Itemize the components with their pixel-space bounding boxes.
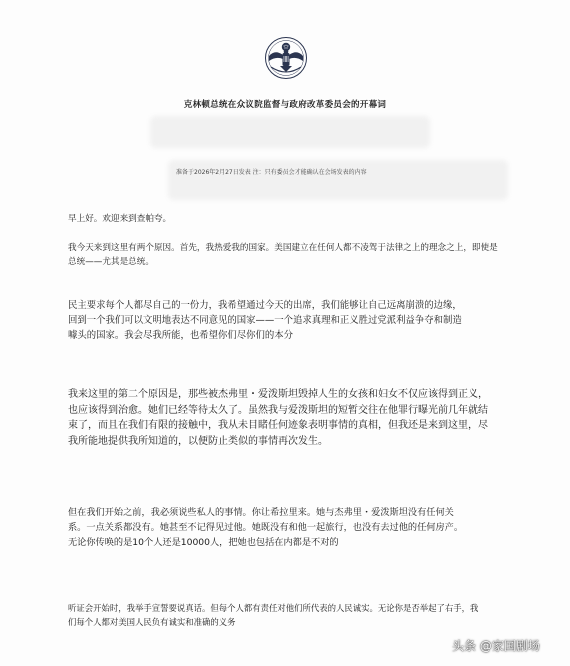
paragraph-first-reason: 我今天来到这里有两个原因。首先，我热爱我的国家。美国建立在任何人都不凌驾于法律之上的理念之上，即使是总统——尤其是总统。 [68, 243, 498, 267]
delivery-note: 准备于2026年2月27日发表 注：只有委员会才能确认在会场发表的内容 [176, 169, 367, 176]
page-title: 克林顿总统在众议院监督与政府改革委员会的开幕词 [183, 100, 387, 110]
watermark: 头条 @家国剧场 [452, 639, 540, 653]
faded-subtitle-block [150, 116, 430, 148]
eagle-seal-icon [264, 36, 308, 80]
paragraph-greeting: 早上好。欢迎来到查帕夸。 [68, 214, 172, 224]
paragraph-second-reason: 我来这里的第二个原因是，那些被杰弗里・爱泼斯坦毁掉人生的女孩和妇女不仅应该得到正义，也应该得到治愈。她们已经等待太久了。虽然我与爱泼斯坦的短暂交往在他罪行曝光前几年就结束了，而且在我们有限的接触中，我从未目睹任何迹象表明事情的真相，但我还是来到这里，尽我所能地提供我所知道的，以便防止类似的事情再次发生。 [68, 389, 488, 447]
faded-meta-block [168, 160, 508, 200]
paragraph-personal: 但在我们开始之前，我必须说些私人的事情。你让希拉里来。她与杰弗里・爱泼斯坦没有任何关系。一点关系都没有。她甚至不记得见过他。她既没有和他一起旅行，也没有去过他的任何房产。无论你传唤的是10个人还是10000人，把她也包括在内都是不对的 [68, 507, 464, 548]
paragraph-democracy: 民主要求每个人都尽自己的一份力，我希望通过今天的出席，我们能够让自己远离崩溃的边缘，回到一个我们可以文明地表达不同意见的国家——一个追求真理和正义胜过党派利益争夺和制造噱头的国家。我会尽我所能，也希望你们尽你们的本分 [68, 300, 462, 341]
paragraph-oath: 听证会开始时，我举手宣誓要说真话。但每个人都有责任对他们所代表的人民诚实。无论你是否举起了右手，我们每个人都对美国人民负有诚实和准确的义务 [68, 603, 479, 627]
